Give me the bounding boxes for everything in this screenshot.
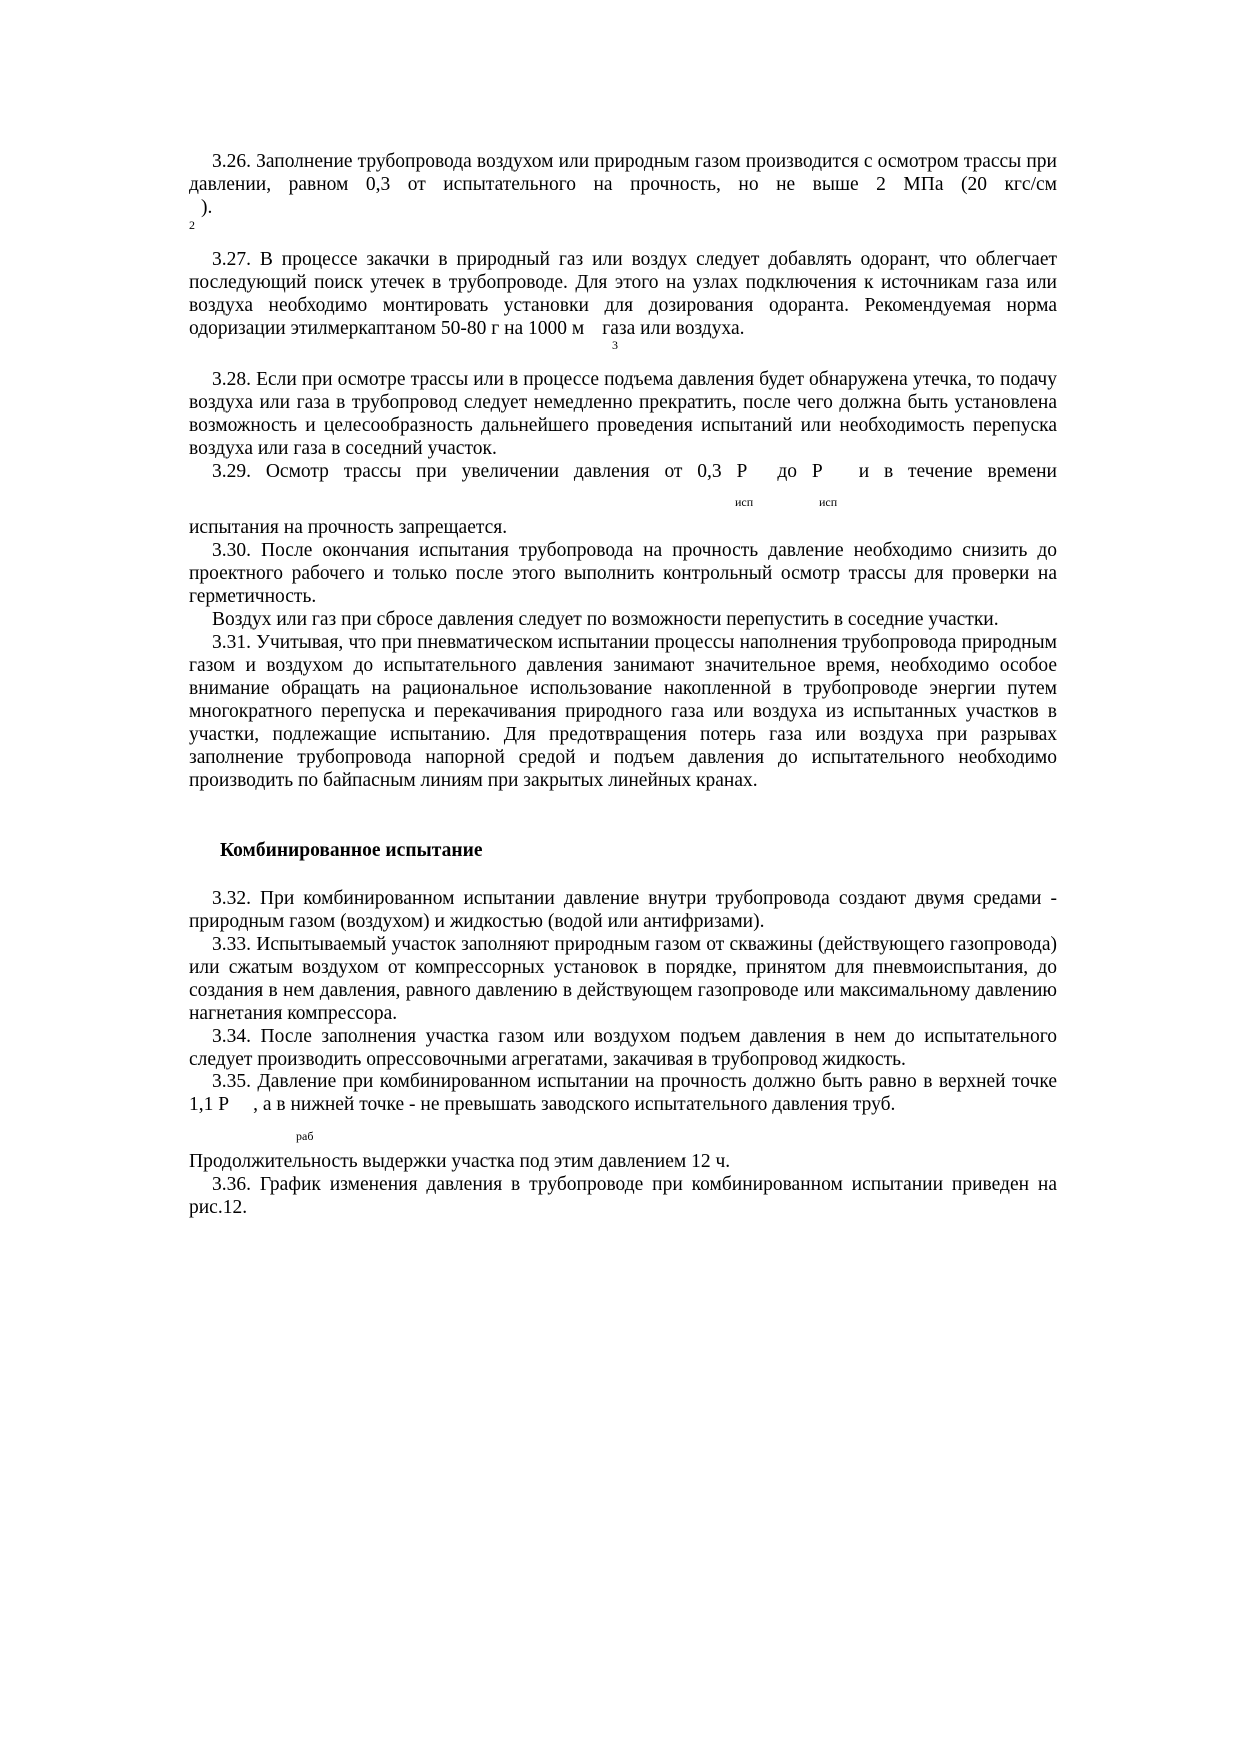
paragraph-3-35-line2: [189, 1150, 1057, 1219]
paragraph-3-29-part1: 3.29. Осмотр трассы при увеличении давления от 0,3 Р: [212, 461, 748, 482]
paragraph-3-29-line2: [189, 516, 1057, 539]
paragraph-3-26-text: 3.26. Заполнение трубопровода воздухом или природным газом производится с осмотром трассы при давлении, равном 0,3 от испытательного на прочность, но не выше 2 МПа (20 кгс/см: [189, 151, 1057, 195]
paragraph-3-35: [189, 1070, 1057, 1143]
paragraph-3-29-part3: и в течение времени: [858, 461, 1057, 482]
paragraph-3-27-tail: газа или воздуха.: [602, 318, 745, 339]
section-heading: Комбинированное испытание: [220, 840, 483, 861]
paragraph-3-28-text: 3.28. Если при осмотре трассы или в процессе подъема давления будет обнаружена утечка, то подачу воздуха или газа в трубопровод следует немедленно прекратить, после чего должна быть установлена возможность и целесообразность дальнейшего проведения испытаний или необходимость перепуска воздуха или газа в соседний участок.: [189, 369, 1057, 459]
paragraph-3-35-part1: 3.35. Давление при комбинированном испытании на прочность должно быть равно в верхней точке 1,1 Р: [189, 1071, 1057, 1115]
paragraph-3-36-text: 3.36. График изменения давления в трубопроводе при комбинированном испытании приведен на рис.12.: [189, 1174, 1057, 1218]
paragraph-3-29-part2: до Р: [777, 461, 823, 482]
paragraph-3-32: [189, 887, 1057, 1071]
paragraph-3-31-text: 3.31. Учитывая, что при пневматическом испытании процессы наполнения трубопровода природным газом и воздухом до испытательного давления занимают значительное время, необходимо особое внимание обращать на рациональное использование накопленной в трубопроводе энергии путем многократного перепуска и перекачивания природного газа или воздуха из испытанных участков в участки, подлежащие испытанию. Для предотвращения потерь газа или воздуха при разрывах заполнение трубопровода напорной средой и подъем давления до испытательного необходимо производить по байпасным линиям при закрытых линейных кранах.: [189, 632, 1057, 791]
paragraph-3-34-text: 3.34. После заполнения участка газом или воздухом подъем давления в нем до испытательного следует производить опрессовочными агрегатами, закачивая в трубопровод жидкость.: [189, 1026, 1057, 1070]
subscript-rab: раб: [296, 1129, 314, 1143]
paragraph-3-30b-text: Воздух или газ при сбросе давления следует по возможности перепустить в соседние участки.: [212, 609, 999, 630]
paragraph-3-33-text: 3.33. Испытываемый участок заполняют природным газом от скважины (действующего газопровода) или сжатым воздухом от компрессорных установок в порядке, принятом для пневмоиспытания, до создания в нем давления, равного давлению в действующем газопроводе или максимальному давлению нагнетания компрессора.: [189, 934, 1057, 1024]
paragraph-3-26-tail: ).: [201, 197, 213, 218]
paragraph-3-29: [189, 460, 1057, 509]
subscript-isp-1: исп: [735, 495, 754, 509]
paragraph-3-35-part2: , а в нижней точке - не превышать заводского испытательного давления труб.: [253, 1094, 896, 1115]
paragraph-3-28: [189, 368, 1057, 460]
paragraph-3-35-line2-text: Продолжительность выдержки участка под этим давлением 12 ч.: [189, 1151, 731, 1172]
paragraph-3-26: [189, 150, 1057, 232]
section-heading-block: [189, 839, 1057, 862]
paragraph-3-30: [189, 539, 1057, 792]
superscript-3: 3: [612, 338, 618, 352]
paragraph-3-27-text: 3.27. В процессе закачки в природный газ или воздух следует добавлять одорант, что облегчает последующий поиск утечек в трубопроводе. Для этого на узлах подключения к источникам газа или воздуха необходимо монтировать установки для дозирования одоранта. Рекомендуемая норма одоризации этилмеркаптаном 50-80 г на 1000 м: [189, 249, 1057, 339]
paragraph-3-27: [189, 248, 1057, 352]
superscript-2: 2: [189, 218, 195, 232]
paragraph-3-30-text: 3.30. После окончания испытания трубопровода на прочность давление необходимо снизить до проектного рабочего и только после этого выполнить контрольный осмотр трассы для проверки на герметичность.: [189, 540, 1057, 607]
subscript-isp-2: исп: [819, 495, 838, 509]
paragraph-3-29-line2-text: испытания на прочность запрещается.: [189, 517, 508, 538]
paragraph-3-32-text: 3.32. При комбинированном испытании давление внутри трубопровода создают двумя средами - природным газом (воздухом) и жидкостью (водой или антифризами).: [189, 888, 1057, 932]
